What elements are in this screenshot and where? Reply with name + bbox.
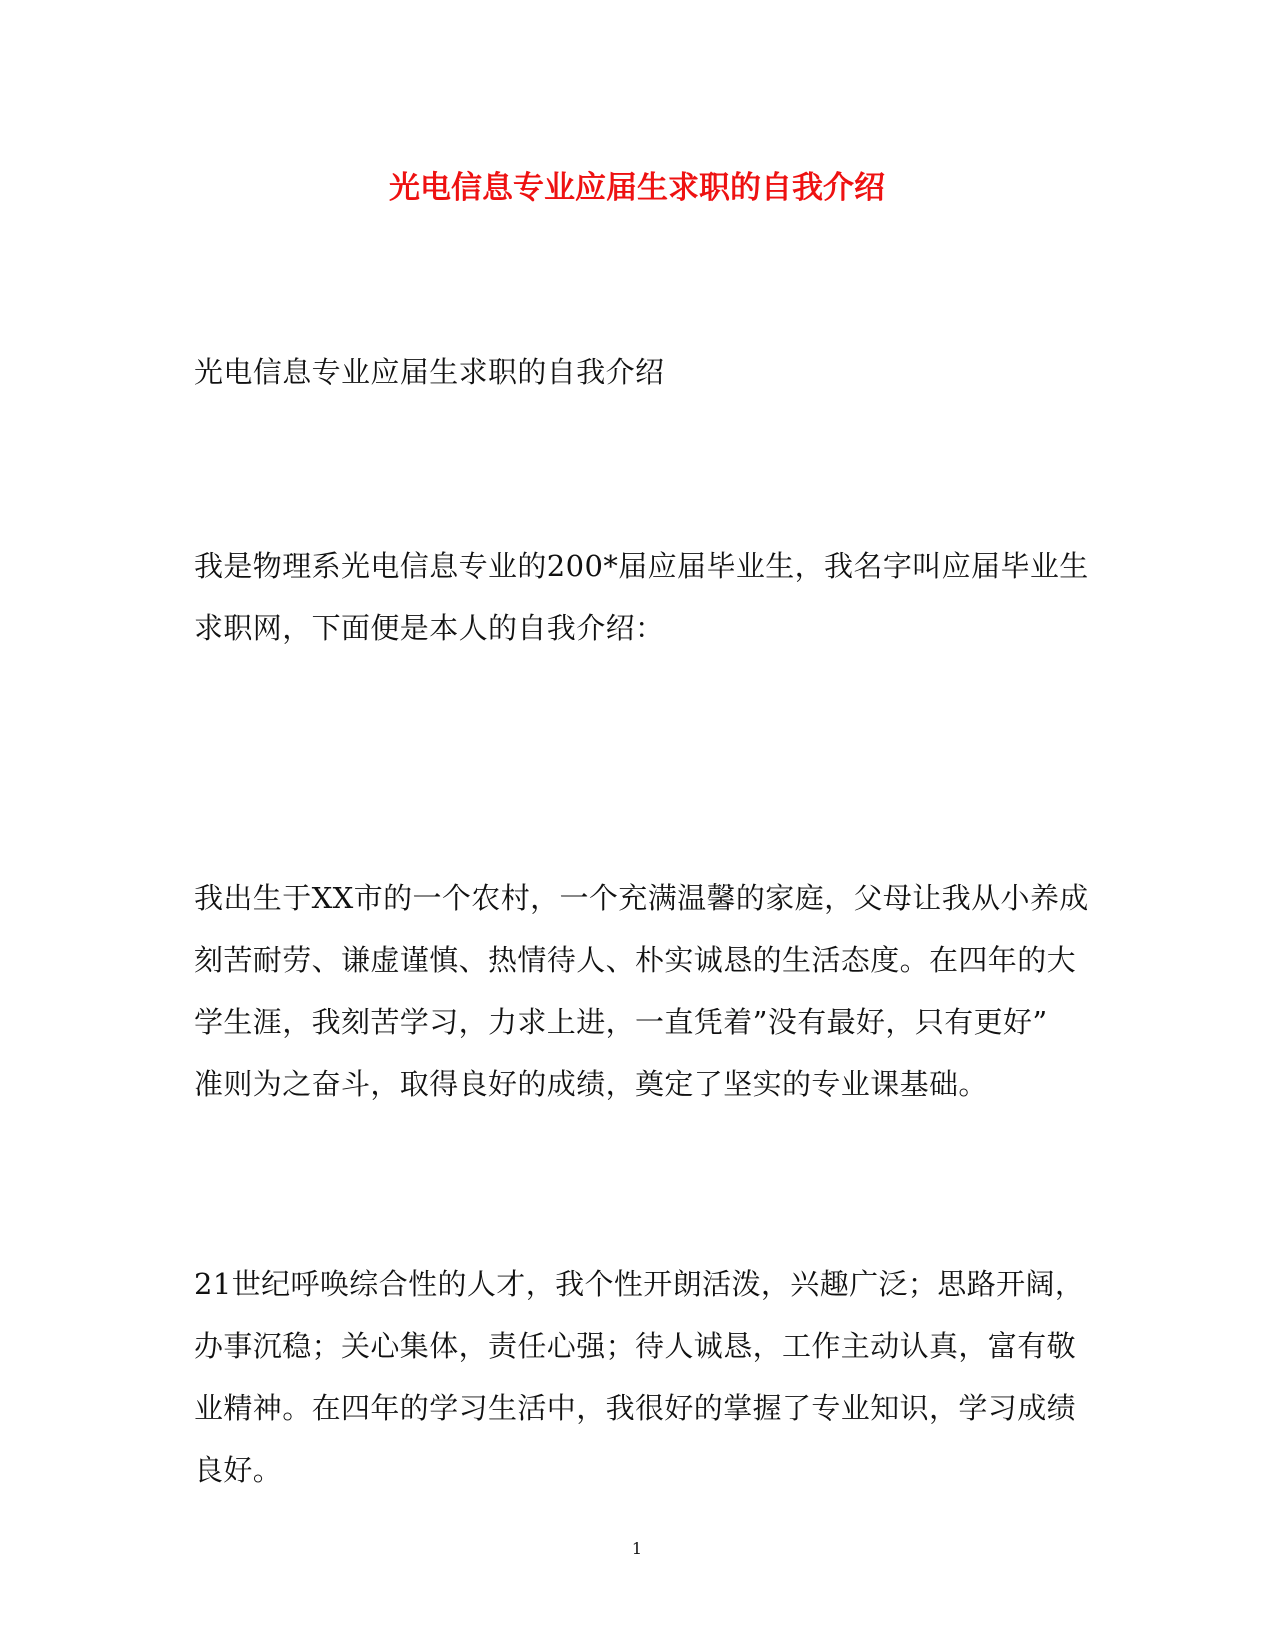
- paragraph-line: 准则为之奋斗，取得良好的成绩，奠定了坚实的专业课基础。: [194, 1067, 988, 1101]
- paragraph-introduction: [194, 535, 1089, 659]
- paragraph-family-background: [194, 867, 1089, 1115]
- paragraph-line: 刻苦耐劳、谦虚谨慎、热情待人、朴实诚恳的生活态度。在四年的大: [194, 943, 1077, 977]
- paragraph-line: 学生涯，我刻苦学习，力求上进，一直凭着”没有最好，只有更好”: [194, 1005, 1048, 1039]
- paragraph-line: 求职网，下面便是本人的自我介绍：: [194, 611, 665, 645]
- paragraph-personality: [194, 1253, 1085, 1501]
- paragraph-line: 我是物理系光电信息专业的200*届应届毕业生，我名字叫应届毕业生: [194, 549, 1089, 583]
- paragraph-line: 光电信息专业应届生求职的自我介绍: [194, 355, 665, 389]
- paragraph-line: 21世纪呼唤综合性的人才，我个性开朗活泼，兴趣广泛；思路开阔，: [194, 1267, 1085, 1301]
- paragraph-line: 良好。: [194, 1453, 283, 1487]
- paragraph-line: 我出生于XX市的一个农村，一个充满温馨的家庭，父母让我从小养成: [194, 881, 1089, 915]
- paragraph-line: 业精神。在四年的学习生活中，我很好的掌握了专业知识，学习成绩: [194, 1391, 1077, 1425]
- page-number: 1: [631, 1539, 643, 1558]
- paragraph-subtitle: [194, 341, 1074, 403]
- document-title: 光电信息专业应届生求职的自我介绍: [389, 170, 885, 206]
- paragraph-line: 办事沉稳；关心集体，责任心强；待人诚恳，工作主动认真，富有敬: [194, 1329, 1077, 1363]
